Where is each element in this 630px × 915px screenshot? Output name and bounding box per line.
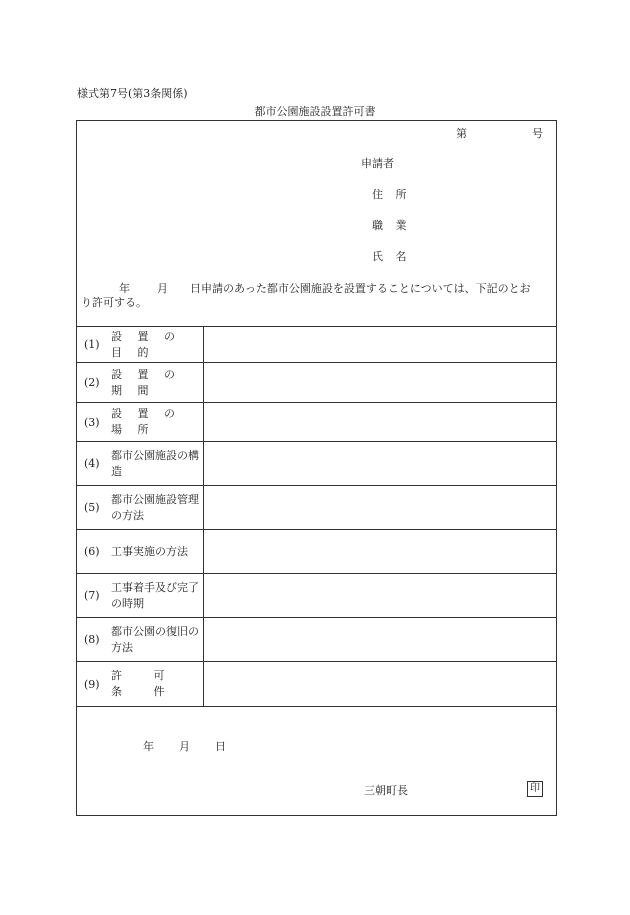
item-row-9 — [77, 662, 203, 706]
item-label: 設 置 の 目 的 — [111, 329, 181, 359]
permit-number-go: 号 — [532, 127, 543, 140]
item-number: (1) — [84, 338, 100, 351]
item-number: (5) — [84, 501, 100, 514]
statement-line-1: 日申請のあった都市公園施設を設置することについては、下記のとお — [190, 282, 531, 295]
occupation-label: 職 業 — [372, 219, 407, 232]
seal-mark: 印 — [527, 781, 543, 797]
item-label: 設 置 の 期 間 — [111, 367, 181, 397]
item-row-5 — [77, 486, 203, 529]
applicant-label: 申請者 — [361, 157, 394, 170]
item-number: (8) — [84, 633, 100, 646]
statement-month: 月 — [157, 282, 168, 295]
item-number: (7) — [84, 589, 100, 602]
item-value-6 — [204, 530, 556, 573]
form-number: 様式第7号(第3条関係) — [77, 87, 188, 100]
item-row-4 — [77, 442, 203, 485]
document-title: 都市公園施設設置許可書 — [254, 105, 376, 118]
item-row-2 — [77, 363, 203, 402]
item-label: 工事実施の方法 — [111, 544, 188, 558]
permit-number-dai: 第 — [456, 127, 467, 140]
issue-month: 月 — [179, 740, 190, 753]
item-number: (2) — [84, 376, 100, 389]
item-number: (3) — [84, 415, 100, 429]
item-row-1 — [77, 327, 203, 362]
issuer-name: 三朝町長 — [364, 784, 408, 797]
item-value-3 — [204, 403, 556, 441]
item-value-9 — [204, 662, 556, 706]
item-value-5 — [204, 486, 556, 529]
issue-year: 年 — [143, 740, 154, 753]
item-label: 設 置 の 場 所 — [111, 407, 181, 436]
item-row-6 — [77, 530, 203, 573]
item-row-7 — [77, 574, 203, 617]
item-label: 都市公園施設の構造 — [111, 448, 199, 478]
item-label: 都市公園の復旧の方法 — [111, 624, 199, 654]
item-value-7 — [204, 574, 556, 617]
item-value-2 — [204, 363, 556, 402]
name-label: 氏 名 — [372, 250, 407, 263]
item-row-8 — [77, 618, 203, 661]
item-value-8 — [204, 618, 556, 661]
permit-form — [76, 120, 557, 816]
statement-year: 年 — [119, 282, 130, 295]
statement-line-2: り許可する。 — [81, 296, 147, 309]
issue-day: 日 — [215, 740, 226, 753]
item-value-1 — [204, 327, 556, 362]
item-value-4 — [204, 442, 556, 485]
item-number: (4) — [84, 457, 100, 470]
address-label: 住 所 — [372, 188, 407, 201]
item-label: 都市公園施設管理の方法 — [111, 492, 199, 522]
item-row-3 — [77, 403, 203, 441]
item-label: 許 可 条 件 — [111, 669, 179, 698]
item-number: (6) — [84, 545, 100, 558]
item-label: 工事着手及び完了の時期 — [111, 580, 199, 610]
item-number: (9) — [84, 677, 100, 691]
